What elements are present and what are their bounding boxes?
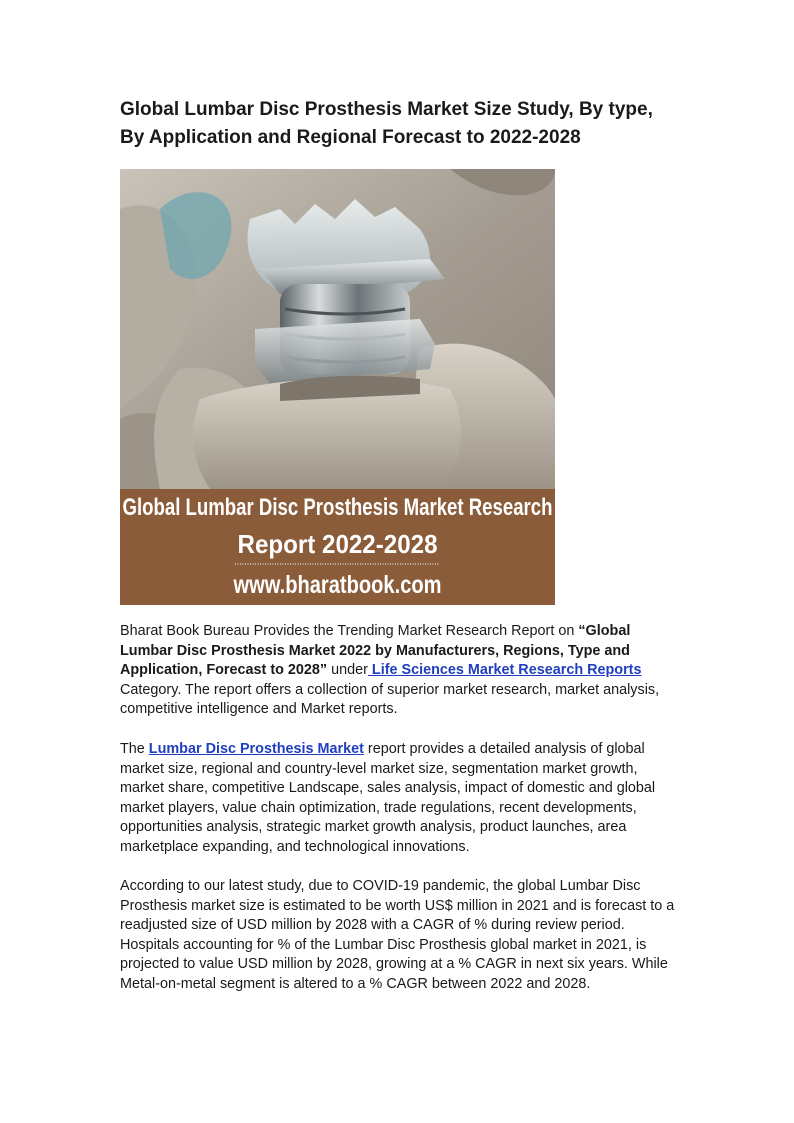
analysis-paragraph [120,740,680,857]
under-text: under [327,662,368,678]
banner-title-line2: Report 2022-2028 [237,529,438,559]
lumbar-disc-prosthesis-photo [120,169,555,605]
banner-title-line1: Global Lumbar Disc Prosthesis Market Research [122,494,553,521]
report-name: “Global Lumbar Disc Prosthesis Market 2022 by Manufacturers, Regions, Type and Application, Forecast to 2028” [120,623,631,678]
analysis-rest: report provides a detailed analysis of global market size, regional and country-level market size, segmentation market growth, market share, competitive Landscape, sales analysis, impact of domestic and global market players, value chain optimization, trade regulations, recent developments, opportunities analysis, strategic market growth analysis, product launches, area marketplace expanding, and technological innovations. [120,741,656,855]
intro-text: Bharat Book Bureau Provides the Trending Market Research Report on [120,623,579,639]
life-sciences-link[interactable]: Life Sciences Market Research Reports [367,662,642,678]
intro-paragraph [120,622,680,720]
page-title: Global Lumbar Disc Prosthesis Market Size Study, By type, By Application and Regional Forecast to 2022-2028 [120,99,653,148]
intro-rest: Category. The report offers a collection of superior market research, market analysis, competitive intelligence and Market reports. [120,681,660,717]
lumbar-disc-prosthesis-market-link[interactable]: Lumbar Disc Prosthesis Market [148,741,364,757]
the-text: The [120,741,149,757]
study-paragraph: According to our latest study, due to COVID-19 pandemic, the global Lumbar Disc Prosthesis market size is estimated to be worth US$ million in 2021 and is forecast to a readjusted size of USD million by 2028 with a CAGR of % during review period. Hospitals accounting for % of the Lumbar Disc Prosthesis global market in 2021, is projected to value USD million by 2028, growing at a % CAGR in next six years. While Metal-on-metal segment is altered to a % CAGR between 2022 and 2028. [120,878,675,992]
banner-url: www.bharatbook.com [232,571,442,599]
hero-image [120,169,555,605]
